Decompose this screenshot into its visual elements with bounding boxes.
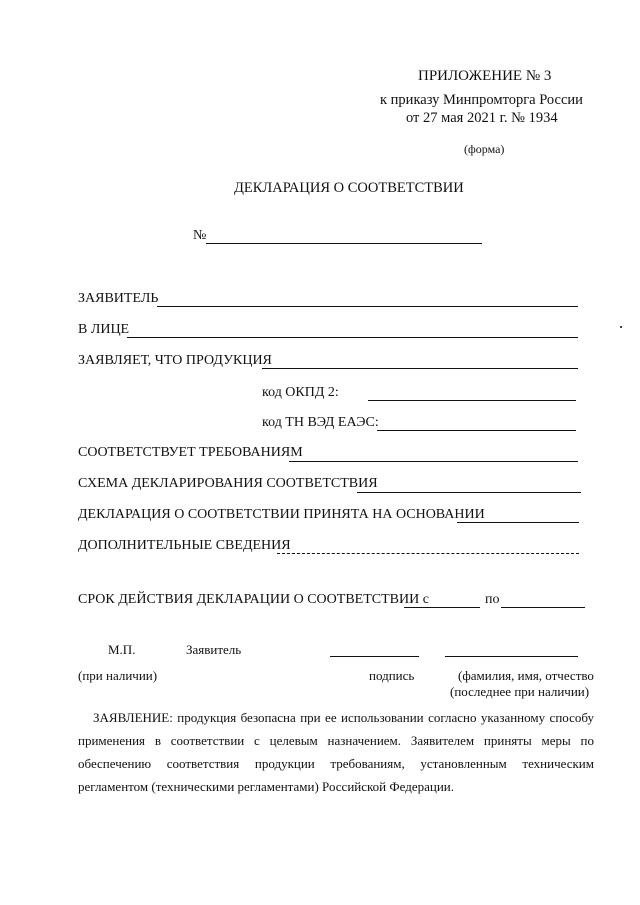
number-field[interactable] xyxy=(206,243,482,244)
number-sign: № xyxy=(193,228,207,243)
requirements-field[interactable] xyxy=(289,461,578,462)
declaration-scheme-field[interactable] xyxy=(357,492,581,493)
validity-from-field[interactable] xyxy=(404,607,480,608)
product-field[interactable] xyxy=(262,368,578,369)
if-present-note: (при наличии) xyxy=(78,668,158,683)
patronymic-note: (последнее при наличии) xyxy=(450,684,590,699)
order-reference: к приказу Минпромторга России xyxy=(380,92,583,108)
validity-to-field[interactable] xyxy=(501,607,585,608)
applicant-statement: ЗАЯВЛЕНИЕ: продукция безопасна при ее использовании согласно указанному способу применения в соответствии с целевым назначением. Заявителем приняты меры по обеспечению соответствия продукции требованиям, установленным техническим регламентом (техническими регламентами) Российской Федерации. xyxy=(78,710,594,794)
okpd-code-label: код ОКПД 2: xyxy=(262,385,339,400)
complies-requirements-label: СООТВЕТСТВУЕТ ТРЕБОВАНИЯМ xyxy=(78,445,303,460)
declaration-basis-label: ДЕКЛАРАЦИЯ О СООТВЕТСТВИИ ПРИНЯТА НА ОСНОВАНИИ xyxy=(78,507,485,522)
order-date: от 27 мая 2021 г. № 1934 xyxy=(406,110,558,126)
validity-period-label: СРОК ДЕЙСТВИЯ ДЕКЛАРАЦИИ О СООТВЕТСТВИИ с xyxy=(78,592,429,607)
declares-product-label: ЗАЯВЛЯЕТ, ЧТО ПРОДУКЦИЯ xyxy=(78,353,272,368)
validity-to-label: по xyxy=(485,592,500,607)
seal-place-label: М.П. xyxy=(108,642,136,657)
applicant-label: ЗАЯВИТЕЛЬ xyxy=(78,291,159,306)
tnved-code-label: код ТН ВЭД ЕАЭС: xyxy=(262,415,379,430)
in-person-field[interactable] xyxy=(127,337,578,338)
applicant-field[interactable] xyxy=(157,306,578,307)
signature-caption: подпись xyxy=(369,668,415,683)
appendix-title: ПРИЛОЖЕНИЕ № 3 xyxy=(418,68,552,84)
in-person-label: В ЛИЦЕ xyxy=(78,322,130,337)
okpd-code-field[interactable] xyxy=(368,400,576,401)
declaration-scheme-label: СХЕМА ДЕКЛАРИРОВАНИЯ СООТВЕТСТВИЯ xyxy=(78,476,378,491)
full-name-field[interactable] xyxy=(445,656,578,657)
additional-info-field[interactable] xyxy=(277,553,579,554)
form-label: (форма) xyxy=(464,142,505,156)
tnved-code-field[interactable] xyxy=(377,430,576,431)
declaration-basis-field[interactable] xyxy=(457,522,579,523)
scan-speck xyxy=(620,326,622,328)
full-name-caption: (фамилия, имя, отчество xyxy=(458,668,594,683)
document-title: ДЕКЛАРАЦИЯ О СООТВЕТСТВИИ xyxy=(234,180,464,196)
signature-field[interactable] xyxy=(330,656,419,657)
applicant-signature-label: Заявитель xyxy=(186,642,242,657)
additional-info-label: ДОПОЛНИТЕЛЬНЫЕ СВЕДЕНИЯ xyxy=(78,538,291,553)
